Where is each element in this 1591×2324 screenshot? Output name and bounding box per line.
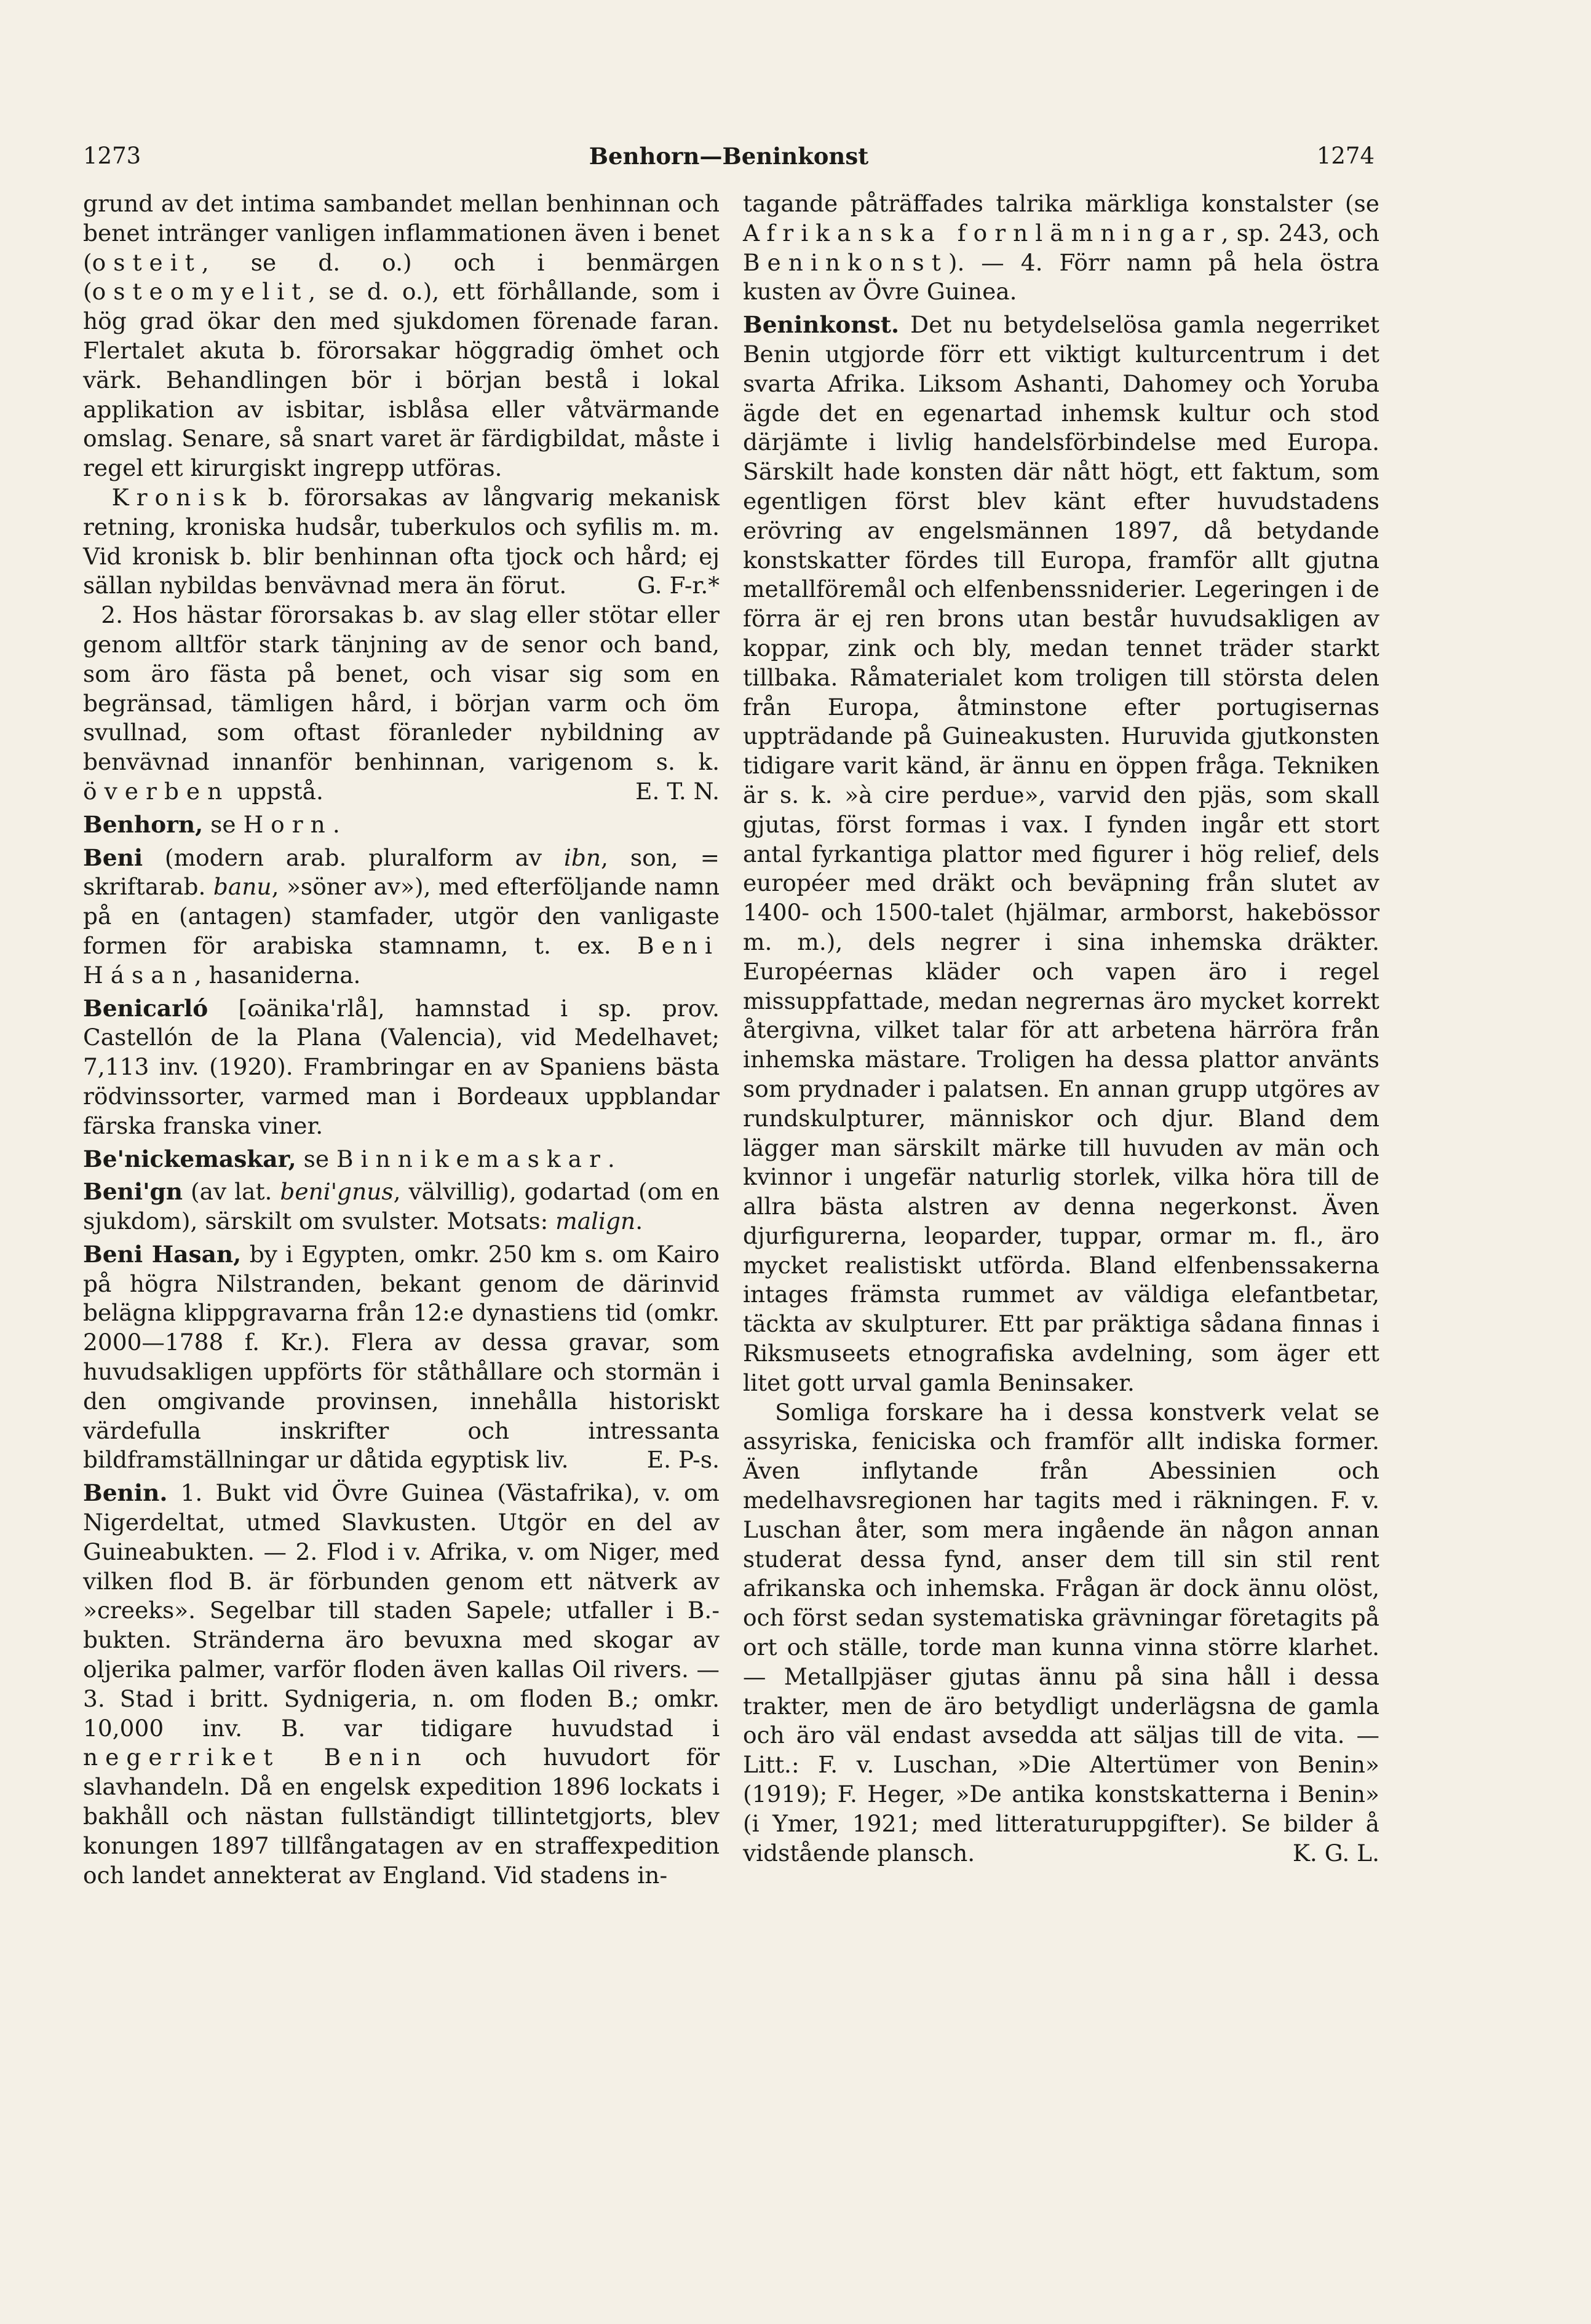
cross-reference[interactable]: Horn — [243, 810, 333, 838]
entry-benicarlo: Benicarló [ɷänika'rlå], hamnstad i sp. prov. Castellón de la Plana (Valencia), vid Medelhavet; 7,113 inv. (1920). Frambringar en av Spaniens bästa rödvinssorter, varmed man i Bordeaux uppblandar färska franska viner. — [83, 994, 720, 1139]
page-number-right: 1274 — [1316, 143, 1375, 169]
headword: Benicarló — [83, 994, 208, 1022]
entry-beni-hasan: Beni Hasan, by i Egypten, omkr. 250 km s. om Kairo på högra Nilstranden, bekant genom de därinvid belägna klippgravarna från 12:e dynastiens tid (omkr. 2000—1788 f. Kr.). Flera av dessa gravar, som huvudsakligen uppförts för ståthållare och stormän i den omgivande provinsen, innehålla historiskt värdefulla inskrifter och intressanta bildframställningar ur dåtida egyptisk liv. E. P-s. — [83, 1240, 720, 1475]
entry-paragraph: 2. Hos hästar förorsakas b. av slag eller stötar eller genom alltför stark tänjning av de senor och band, som äro fästa på benet, och visar sig som en begränsad, tämligen hård, i början varm och öm svullnad, som oftast föranleder nybildning av benvävnad innanför benhinnan, varigenom s. k. överben uppstå. E. T. N. — [83, 601, 720, 807]
entry-beninkonst: Beninkonst. Det nu betydelselösa gamla negerriket Benin utgjorde förr ett viktigt kulturcentrum i det svarta Afrika. Liksom Ashanti, Dahomey och Yoruba ägde det en egenartad inhemsk kultur och stod därjämte i livlig handelsförbindelse med Europa. Särskilt hade konsten där nått högt, ett faktum, som egentligen först blev känt efter huvudstadens erövring av engelsmännen 1897, då betydande konstskatter fördes till Europa, framför allt gjutna metallföremål och elfenbenssniderier. Legeringen i de förra är ej ren brons utan består huvudsakligen av koppar, zink och bly, medan tennet träder starkt tillbaka. Råmaterialet kom troligen till största delen från Europa, åtminstone efter portugisernas uppträdande på Guineakusten. Huruvida gjutkonsten tidigare varit känd, är ännu en öppen fråga. Tekniken är s. k. »à cire perdue», varvid den pjäs, som skall gjutas, först formas i vax. I fynden ingår ett stort antal fyrkantiga plattor med figurer i hög relief, dels européer med dräkt och beväpning från slutet av 1400- och 1500-talet (hjälmar, armborst, hakebössor m. m.), dels negrer i sina inhemska dräkter. Européernas kläder och vapen äro i regel missuppfattade, medan negrernas äro mycket korrekt återgivna, vilket talar för att arbetena härröra från inhemska mästare. Troligen ha dessa plattor använts som prydnader i palatsen. En annan grupp utgöres av rundskulpturer, människor och djur. Bland dem lägger man särskilt märke till huvuden av män och kvinnor i ungefär naturlig storlek, vilka höra till de allra bästa alstren av denna negerkonst. Även djurfigurerna, leoparder, tuppar, ormar m. fl., äro mycket realistiskt utförda. Bland elfenbenssakerna intages främsta rummet av väldiga elefantbetar, täckta av skulpturer. Ett par präktiga sådana finnas i Riksmuseets etnografiska avdelning, som äger ett litet gott urval gamla Beninsaker. — [743, 311, 1379, 1396]
headword: Beni'gn — [83, 1178, 183, 1206]
entry-continuation: tagande påträffades talrika märkliga konstalster (se Afrikanska fornlämningar, sp. 243, och Beninkonst). — 4. Förr namn på hela östra kusten av Övre Guinea. — [743, 190, 1379, 306]
cross-reference[interactable]: Beninkonst — [743, 248, 948, 276]
headword: Beni Hasan, — [83, 1240, 242, 1268]
entry-continuation: grund av det intima sambandet mellan benhinnan och benet intränger vanligen inflammationen även i benet (osteit, se d. o.) och i benmärgen (osteomyelit, se d. o.), ett förhållande, som i hög grad ökar den med sjukdomen förenade faran. Flertalet akuta b. förorsakar höggradig ömhet och värk. Behandlingen bör i början bestå i lokal applikation av isbitar, isblåsa eller våtvärmande omslag. Senare, så snart varet är färdigbildat, måste i regel ett kirurgiskt ingrepp utföras. — [83, 190, 720, 482]
entry-benin: Benin. 1. Bukt vid Övre Guinea (Västafrika), v. om Nigerdeltat, utmed Slavkusten. Utgör en del av Guineabukten. — 2. Flod i v. Afrika, v. om Niger, med vilken flod B. är förbunden genom ett nätverk av »creeks». Segelbar till staden Sapele; utfaller i B.-bukten. Stränderna äro bevuxna med skogar av oljerika palmer, varför floden även kallas Oil rivers. — 3. Stad i britt. Sydnigeria, n. om floden B.; omkr. 10,000 inv. B. var tidigare huvudstad i negerriket Benin och huvudort för slavhandeln. Då en engelsk expedition 1896 lockats i bakhåll och nästan fullständigt tillintetgjorts, blev konungen 1897 tillfångatagen av en straffexpedition och landet annekterat av England. Vid stadens in- — [83, 1479, 720, 1889]
author-signature: E. T. N. — [635, 777, 720, 805]
entry-benign: Beni'gn (av lat. beni'gnus, välvillig), godartad (om en sjukdom), särskilt om svulster. Motsats: malign. — [83, 1178, 720, 1235]
entry-paragraph: Kronisk b. förorsakas av långvarig mekanisk retning, kroniska hudsår, tuberkulos och syfilis m. m. Vid kronisk b. blir benhinnan ofta tjock och hård; ej sällan nybildas benvävnad mera än förut. G. F-r.* — [83, 483, 720, 601]
page-number-left: 1273 — [83, 143, 141, 169]
right-column — [743, 189, 1379, 1868]
entry-paragraph: Somliga forskare ha i dessa konstverk velat se assyriska, feniciska och framför allt indiska former. Även inflytande från Abessinien och medelhavsregionen har tagits med i räkningen. F. v. Luschan åter, som mera ingående än någon annan studerat dessa fynd, anser dem till sin stil rent afrikanska och inhemska. Frågan är dock ännu olöst, och först sedan systematiska grävningar företagits på ort och ställe, torde man kunna vinna större klarhet. — Metallpjäser gjutas ännu på sina håll i dessa trakter, men de äro betydligt underlägsna de gamla och äro väl endast avsedda att säljas till de vita. — Litt.: F. v. Luschan, »Die Altertümer von Benin» (1919); F. Heger, »De antika konstskatterna i Benin» (i Ymer, 1921; med litteraturuppgifter). Se bilder å vidstående plansch. K. G. L. — [743, 1398, 1379, 1868]
spaced-term: negerriket Benin — [83, 1744, 429, 1771]
running-header — [83, 143, 1375, 180]
cross-reference[interactable]: överben — [83, 777, 230, 805]
spaced-term: Kronisk — [111, 483, 254, 511]
running-title: Benhorn—Beninkonst — [589, 143, 869, 170]
left-column — [83, 189, 720, 1890]
cross-reference[interactable]: osteit — [92, 248, 202, 276]
entry-beni: Beni (modern arab. pluralform av ibn, son, = skriftarab. banu, »söner av»), med efterföljande namn på en (antagen) stamfader, utgör den vanligaste formen för arabiska stamnamn, t. ex. Beni Hásan, hasaniderna. — [83, 844, 720, 989]
author-signature: K. G. L. — [1292, 1839, 1379, 1867]
headword: Beni — [83, 844, 143, 871]
headword: Benin. — [83, 1479, 168, 1507]
spaced-term: Beni Hásan — [83, 931, 720, 989]
headword: Benhorn, — [83, 810, 204, 838]
entry-benickemaskar: Be'nickemaskar, se Binnikemaskar. — [83, 1145, 615, 1172]
headword: Beninkonst. — [743, 311, 900, 339]
cross-reference[interactable]: Afrikanska fornlämningar — [743, 219, 1221, 247]
author-signature: E. P-s. — [646, 1446, 720, 1474]
headword: Be'nickemaskar, — [83, 1145, 296, 1172]
entry-benhorn: Benhorn, se Horn. — [83, 810, 340, 838]
author-signature: G. F-r.* — [637, 572, 720, 599]
cross-reference[interactable]: osteomyelit — [92, 278, 309, 306]
cross-reference[interactable]: Binnikemaskar — [336, 1145, 608, 1172]
